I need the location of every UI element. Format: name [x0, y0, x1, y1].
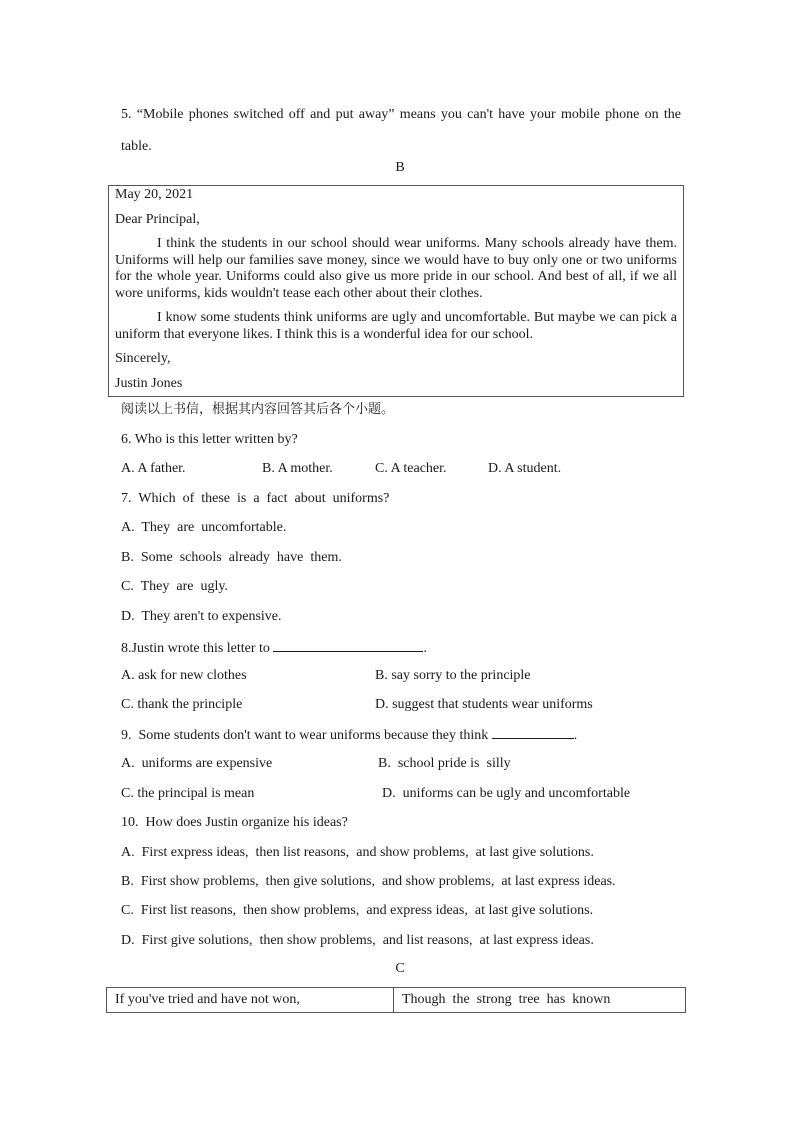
- reading-instruction: 阅读以上书信，根据其内容回答其后各个小题。: [121, 402, 395, 417]
- q8-answer-blank: [273, 638, 423, 652]
- poem-right-cell: Though the strong tree has known: [394, 988, 686, 1013]
- q7-option-b: B. Some schools already have them.: [121, 550, 342, 565]
- section-b-label: B: [395, 160, 405, 175]
- q8-option-d: D. suggest that students wear uniforms: [375, 697, 593, 712]
- q8-option-c: C. thank the principle: [121, 697, 243, 712]
- q9-option-d: D. uniforms can be ugly and uncomfortable: [382, 786, 631, 801]
- question-7-stem: 7. Which of these is a fact about uniforms?: [121, 491, 390, 506]
- q9-stem-text: 9. Some students don't want to wear uniforms because they think: [121, 728, 492, 743]
- poem-left-cell: If you've tried and have not won,: [107, 988, 394, 1013]
- q9-stem-end: .: [573, 728, 578, 743]
- q8-stem-text: 8.Justin wrote this letter to: [121, 641, 274, 656]
- question-10-stem: 10. How does Justin organize his ideas?: [121, 815, 348, 830]
- q10-option-c: C. First list reasons, then show problems, and express ideas, at last give solutions.: [121, 903, 594, 918]
- question-6-stem: 6. Who is this letter written by?: [121, 432, 298, 447]
- letter-date: May 20, 2021: [115, 187, 194, 202]
- question-8-stem: [121, 638, 427, 658]
- question-9-stem: [121, 725, 577, 745]
- q9-option-a: A. uniforms are expensive: [121, 756, 273, 771]
- q10-option-a: A. First express ideas, then list reasons, and show problems, at last give solutions.: [121, 845, 594, 860]
- letter-paragraph-1: I think the students in our school should wear uniforms. Many schools already have them. Uniforms will help our families save money, since we would have to buy only one or two uniforms for the whole year. Uniforms could also give us more pride in our school. And best of all, if we all wore uniforms, kids wouldn't tease each other about their clothes.: [115, 236, 677, 301]
- question-5-text: 5. “Mobile phones switched off and put away” means you can't have your mobile phone on the table.: [121, 107, 681, 154]
- q6-option-b: B. A mother.: [262, 461, 333, 476]
- q7-option-c: C. They are ugly.: [121, 579, 228, 594]
- q9-answer-blank: [492, 725, 574, 739]
- letter-paragraph-2: I know some students think uniforms are ugly and uncomfortable. But maybe we can pick a uniform that everyone likes. I think this is a wonderful idea for our school.: [115, 310, 677, 342]
- q8-stem-end: .: [423, 641, 427, 656]
- letter-greeting: Dear Principal,: [115, 211, 200, 227]
- q9-option-b: B. school pride is silly: [378, 756, 511, 771]
- q9-option-c: C. the principal is mean: [121, 786, 255, 801]
- q7-option-d: D. They aren't to expensive.: [121, 609, 282, 624]
- q7-option-a: A. They are uncomfortable.: [121, 520, 287, 535]
- letter-closing: Sincerely,: [115, 351, 171, 366]
- section-c-label: C: [395, 961, 405, 976]
- q8-option-a: A. ask for new clothes: [121, 668, 247, 683]
- q6-option-d: D. A student.: [488, 461, 562, 476]
- q10-option-d: D. First give solutions, then show problems, and list reasons, at last express ideas.: [121, 933, 594, 948]
- q6-option-a: A. A father.: [121, 461, 186, 476]
- q6-option-c: C. A teacher.: [375, 461, 447, 476]
- letter-box: [108, 185, 684, 397]
- q8-option-b: B. say sorry to the principle: [375, 668, 531, 683]
- q10-option-b: B. First show problems, then give solutions, and show problems, at last express ideas.: [121, 874, 616, 889]
- letter-signature: Justin Jones: [115, 375, 183, 391]
- poem-row: [107, 988, 686, 1013]
- poem-table: [106, 987, 686, 1013]
